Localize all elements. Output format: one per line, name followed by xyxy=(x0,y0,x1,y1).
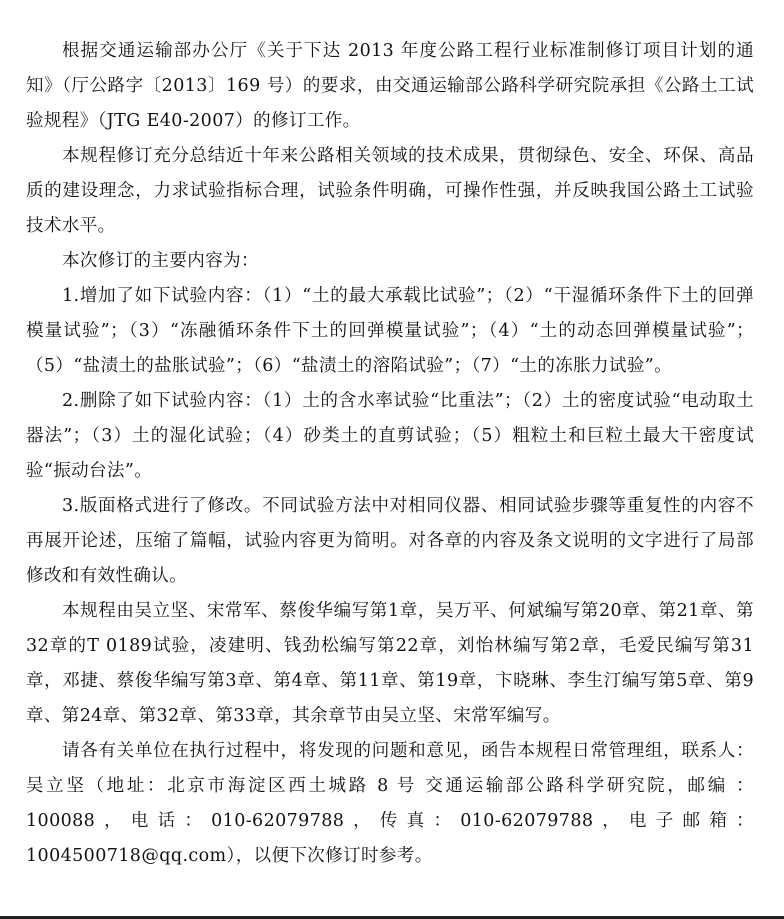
paragraph-revision-basis: 根据交通运输部办公厅《关于下达 2013 年度公路工程行业标准制修订项目计划的通知》（厅公路字〔2013〕169 号）的要求，由交通运输部公路科学研究院承担《公路土工试验规程》（JTG E40-2007）的修订工作。 xyxy=(26,41,754,131)
paragraph-removed-tests: 2.删除了如下试验内容：（1）土的含水率试验“比重法”；（2）土的密度试验“电动取土器法”；（3）土的湿化试验；（4）砂类土的直剪试验；（5）粗粒土和巨粒土最大干密度试验“振动台法”。 xyxy=(26,391,754,481)
paragraph-added-tests: 1.增加了如下试验内容：（1）“土的最大承载比试验”；（2）“干湿循环条件下土的回弹模量试验”；（3）“冻融循环条件下土的回弹模量试验”；（4）“土的动态回弹模量试验”；（5）“盐渍土的盐胀试验”；（6）“盐渍土的溶陷试验”；（7）“土的冻胀力试验”。 xyxy=(26,286,754,376)
paragraph-contact: 请各有关单位在执行过程中，将发现的问题和意见，函告本规程日常管理组，联系人：吴立坚（地址：北京市海淀区西土城路 8 号 交通运输部公路科学研究院，邮编 ：100088，电话：010-62079788，传真：010-62079788，电子邮箱：1004500718@qq.com），以便下次修订时参考。 xyxy=(26,741,754,866)
paragraph-format-changes: 3.版面格式进行了修改。不同试验方法中对相同仪器、相同试验步骤等重复性的内容不再展开论述，压缩了篇幅，试验内容更为简明。对各章的内容及条文说明的文字进行了局部修改和有效性确认。 xyxy=(26,496,754,586)
paragraph-revision-goals: 本规程修订充分总结近十年来公路相关领域的技术成果，贯彻绿色、安全、环保、高品质的建设理念，力求试验指标合理，试验条件明确，可操作性强，并反映我国公路土工试验技术水平。 xyxy=(26,146,754,236)
paragraph-main-content-intro: 本次修订的主要内容为： xyxy=(62,251,259,271)
paragraph-authors: 本规程由吴立坚、宋常军、蔡俊华编写第1章，吴万平、何斌编写第20章、第21章、第32章的T 0189试验，凌建明、钱劲松编写第22章，刘怡林编写第2章，毛爱民编写第31章，邓捷、蔡俊华编写第3章、第4章、第11章、第19章，卞晓琳、李生汀编写第5章、第9章、第24章、第32章、第33章，其余章节由吴立坚、宋常军编写。 xyxy=(26,601,754,726)
